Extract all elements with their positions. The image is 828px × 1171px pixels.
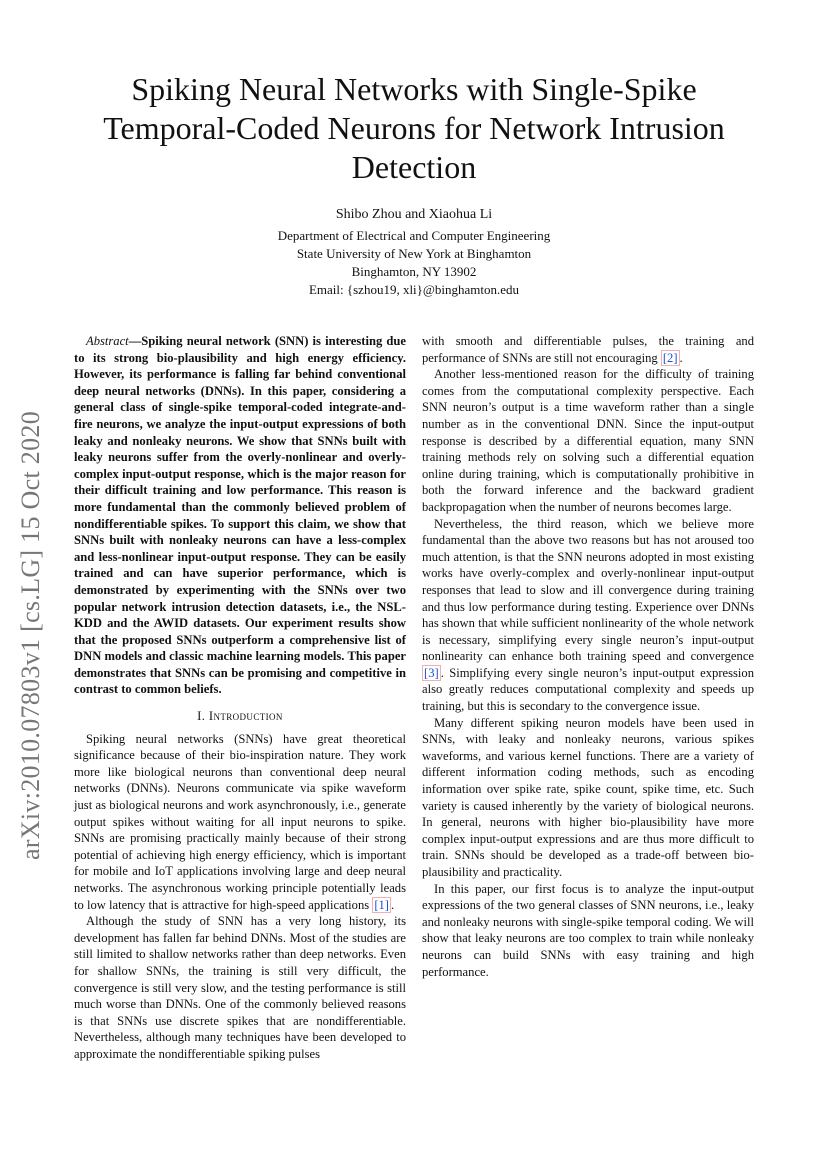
citation-link[interactable]: [3] [424,665,439,680]
intro-paragraph-4 [422,516,754,715]
author-email: Email: {szhou19, xli}@binghamton.edu [308,282,520,297]
author-university: State University of New York at Binghamton [296,246,532,261]
author-department: Department of Electrical and Computer Engineering [277,228,551,243]
intro-paragraph-6: In this paper, our first focus is to analyze the input-output expressions of the two general classes of SNN neurons, i.e., leaky and nonleaky neurons with single-spike temporal coding. We will show that leaky neurons are too complex to train while nonleaky neurons can build SNNs with easy training and high performance. [422,881,754,979]
intro-paragraph-2-continued [422,333,754,366]
right-column [422,333,754,980]
paragraph-text: . [391,897,395,912]
intro-paragraph-5: Many different spiking neuron models have been used in SNNs, with leaky and nonleaky neurons, various spikes waveforms, and various kernel functions. There are a variety of different information coding methods, such as encoding information over spike rate, spike count, spike time, etc. Such variety is caused inherently by the variety of biological neurons. In general, neurons with higher bio-plausibility have more complex input-output expressions and are thus more difficult to train. SNNs should be developed as a trade-off between bio-plausibility and practicality. [422,715,754,879]
citation-link[interactable]: [1] [374,897,389,912]
intro-paragraph-1 [74,731,406,914]
intro-paragraph-2: Although the study of SNN has a very long history, its development has fallen far behind DNNs. Most of the studies are still limited to shallow networks rather than deep networks. Even for shallow SNNs, the training is still very difficult, the convergence is still very slow, and the testing performance is still much worse than DNNs. One of the commonly believed reasons is that SNNs use discrete spikes that are nondifferentiable. Nevertheless, although many techniques have been developed to approximate the nondifferentiable spiking pulses [74,914,406,1061]
section-number: I. [197,709,209,724]
paragraph-text: Nevertheless, the third reason, which we believe more fundamental than the above two reasons but has not aroused too much attention, is that the SNN neurons adopted in most existing works have overly-complex and overly-nonlinear input-output responses that lead to slow and ill convergence during training and thus low performance during testing. Experience over DNNs has shown that while sufficient nonlinearity of the whole network is necessary, simplifying every single neuron’s input-output nonlinearity can enhance both training speed and convergence [422,516,754,664]
abstract-label: Abstract [86,334,129,348]
author-block [150,206,678,299]
abstract-text: —Spiking neural network (SNN) is interesting due to its strong bio-plausibility and high energy efficiency. However, its performance is falling far behind conventional deep neural networks (DNNs). In this paper, considering a general class of single-spike temporal-coded integrate-and-fire neurons, we analyze the input-output expressions of both leaky and nonleaky neurons. We show that SNNs built with leaky neurons suffer from the overly-nonlinear and overly-complex input-output response, which is the major reason for their difficult training and low performance. This reason is more fundamental than the commonly believed problem of nondifferentiable spikes. To support this claim, we show that SNNs built with nonleaky neurons can have a less-complex and less-nonlinear input-output response. They can be easily trained and can have superior performance, which is demonstrated by experimenting with the SNNs over two popular network intrusion detection datasets, i.e., the NSL-KDD and the AWID datasets. Our experiment results show that the proposed SNNs outperform a comprehensive list of DNN models and classic machine learning models. This paper demonstrates that SNNs can be promising and competitive in contrast to common beliefs. [74,334,406,697]
section-heading-introduction [74,708,406,725]
paragraph-text: with smooth and differentiable pulses, the training and performance of SNNs are still not encouraging [422,334,754,365]
abstract [74,333,406,698]
arxiv-identifier-stamp: arXiv:2010.07803v1 [cs.LG] 15 Oct 2020 [16,411,45,860]
intro-paragraph-3: Another less-mentioned reason for the difficulty of training comes from the computational complexity perspective. Each SNN neuron’s output is a time waveform rather than a single number as in the conventional DNN. Since the input-output response is described by a differential equation, many SNN training methods rely on solving such a differential equation online during training, which is computationally prohibitive in both the forward inference and the backward gradient backpropagation when the number of neurons becomes large. [422,367,754,514]
paper-title: Spiking Neural Networks with Single-Spike Temporal-Coded Neurons for Network Intrusion Detection [103,71,725,185]
citation-link[interactable]: [2] [662,350,678,365]
paragraph-text: . [679,350,683,365]
author-names: Shibo Zhou and Xiaohua Li [335,207,493,222]
section-title: Introduction [208,709,283,724]
author-location: Binghamton, NY 13902 [351,264,477,279]
left-column [74,333,406,1063]
paragraph-text: Spiking neural networks (SNNs) have great theoretical significance because of their bio-inspiration nature. They work more like biological neurons than conventional deep neural networks (DNNs). Neurons communicate via spike waveform just as biological neurons and work asynchronously, i.e., generate output spikes without waiting for all input neurons to spike. SNNs are promising practically mainly because of their strong potential of achieving high energy efficiency, which is important for mobile and IoT applications involving large and deep neural networks. The asynchronous working principle potentially leads to low latency that is attractive for high-speed applications [74,731,406,912]
paragraph-text: . Simplifying every single neuron’s input-output expression also greatly reduces computational complexity and speeds up training, but this is secondary to the convergence issue. [422,665,754,714]
